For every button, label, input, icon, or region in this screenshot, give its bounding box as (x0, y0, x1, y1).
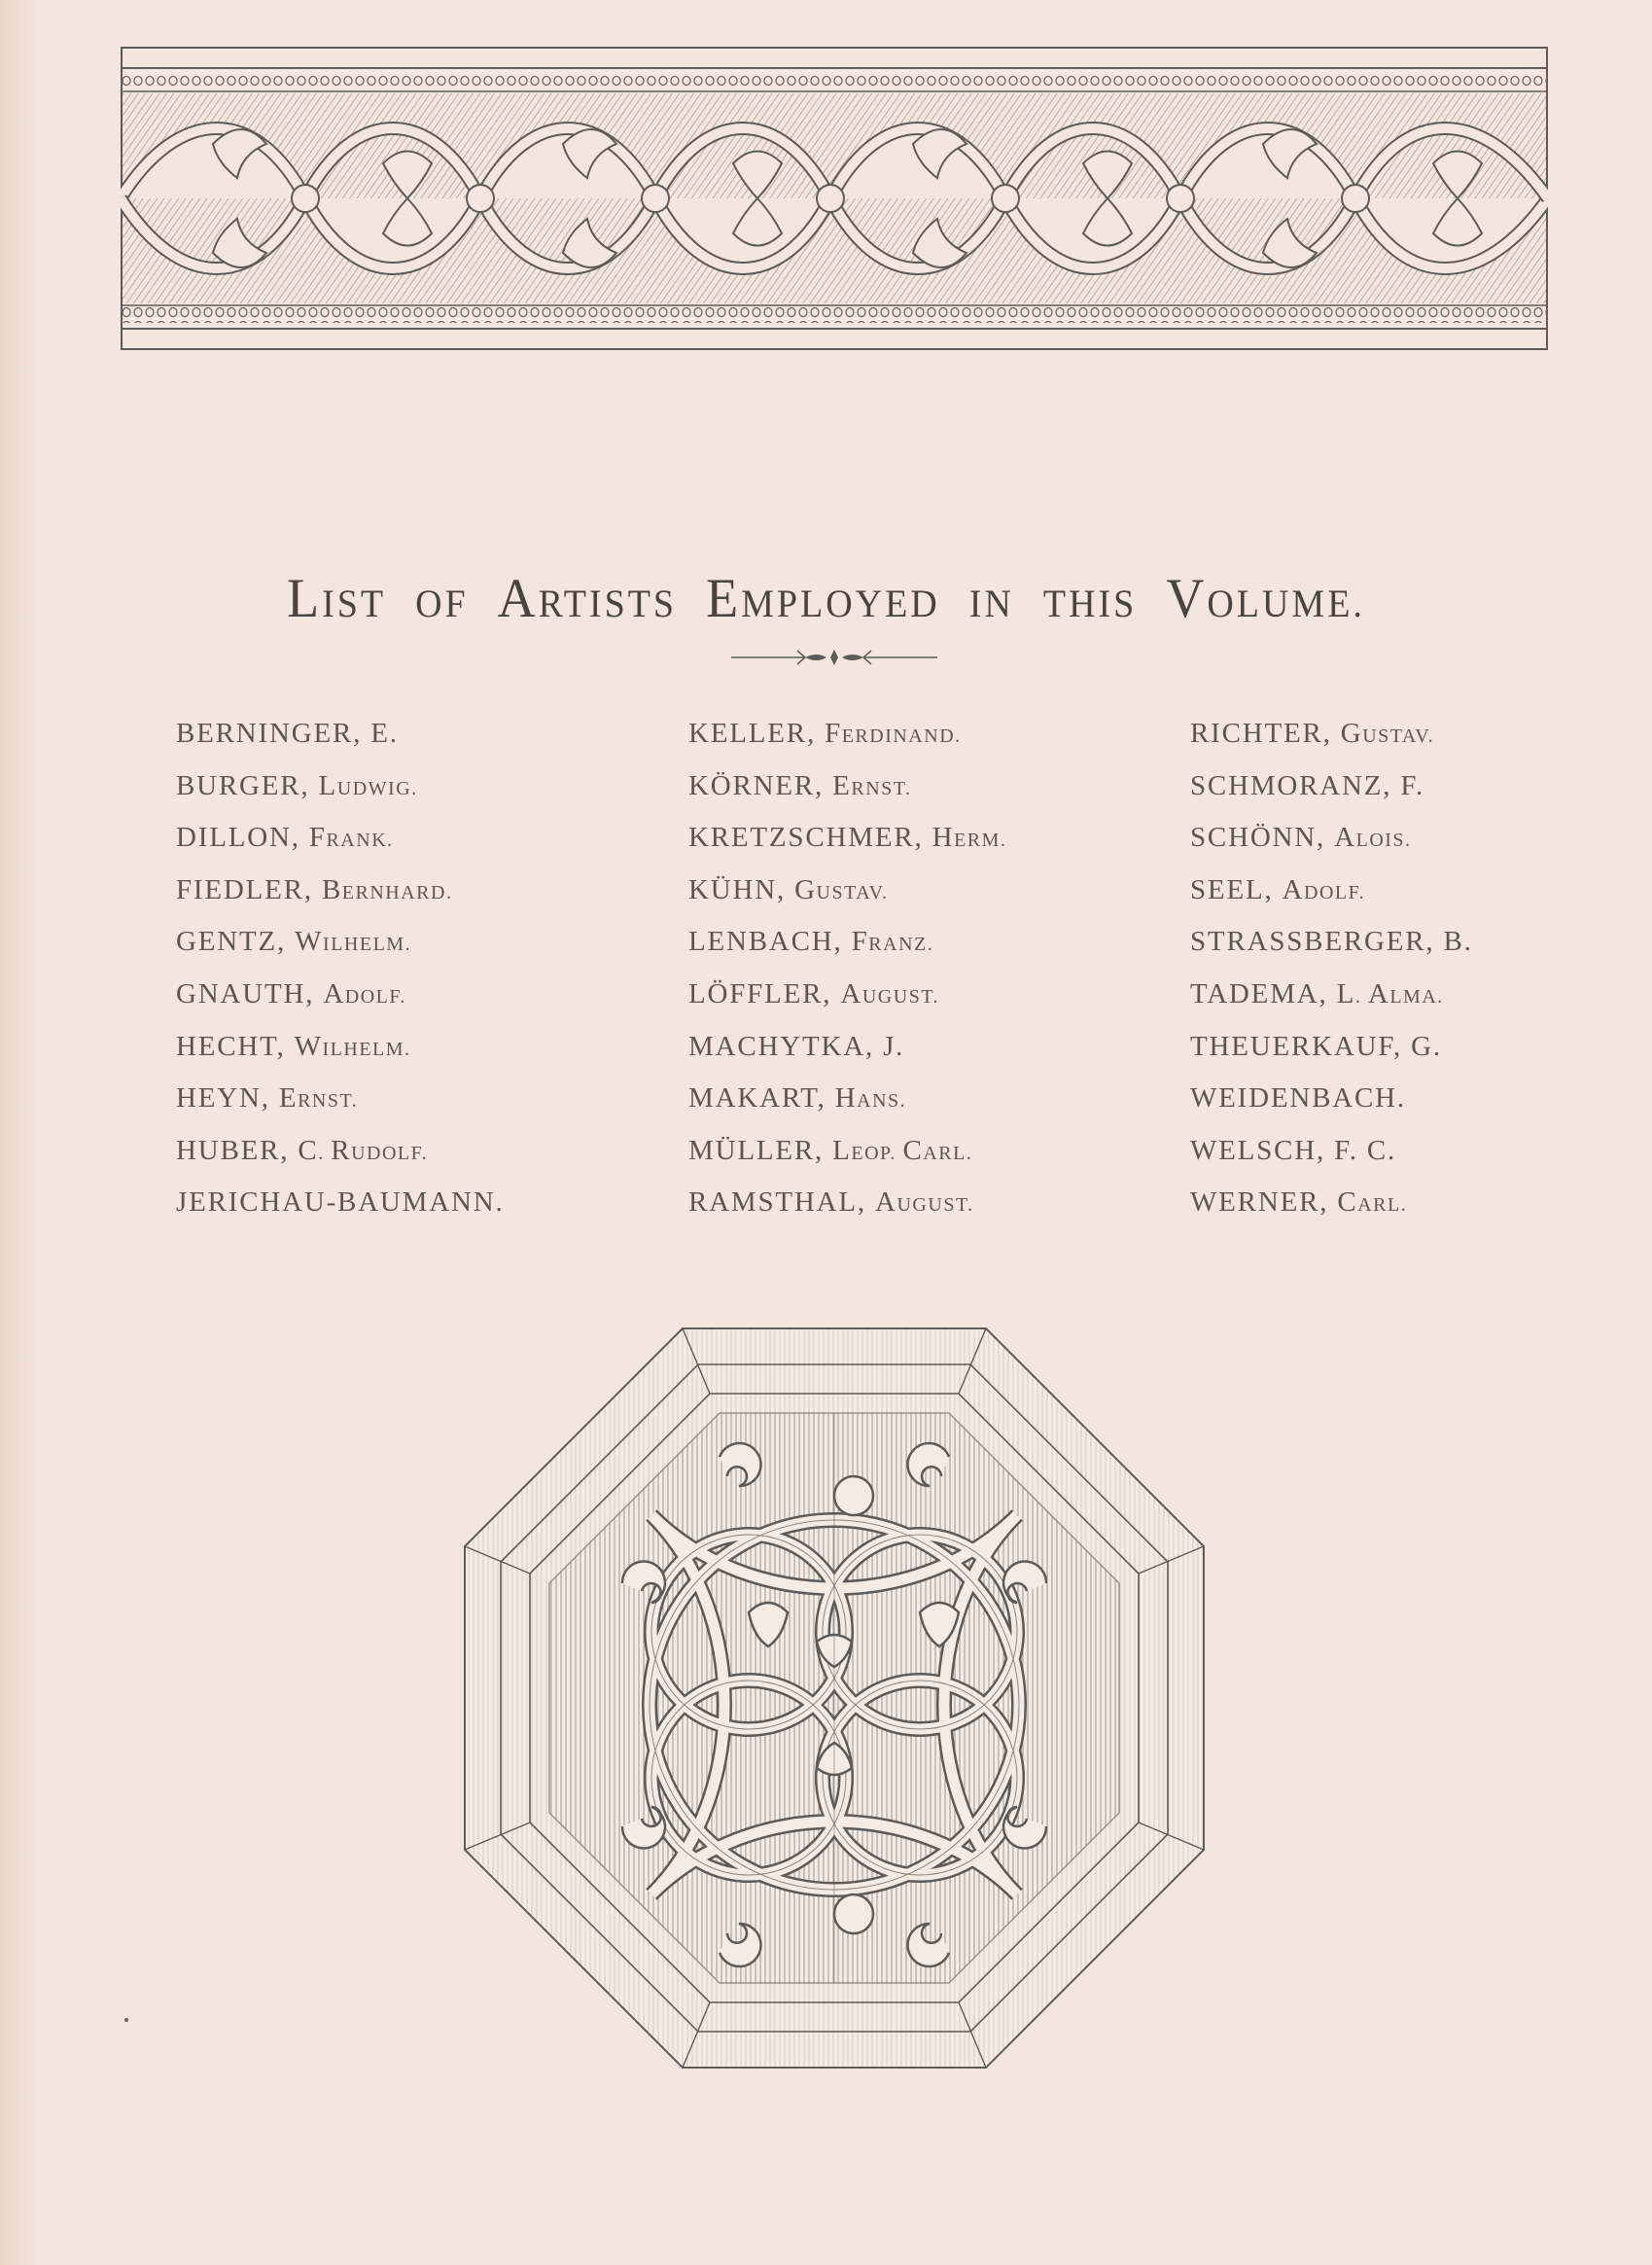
artist-entry (176, 812, 505, 865)
flourish-icon (727, 644, 941, 671)
artist-forename: ADOLF. (323, 977, 406, 1009)
artist-forename: ERNST. (278, 1082, 359, 1115)
artist-entry (688, 708, 1006, 761)
ornamental-frieze-illustration (121, 47, 1548, 350)
artist-surname: GNAUTH, (176, 977, 315, 1009)
artist-surname: HECHT, (176, 1030, 286, 1062)
artist-forename: F. (1400, 769, 1425, 801)
artist-entry (1190, 1021, 1473, 1074)
artist-column-3 (1190, 708, 1473, 1229)
artist-surname: WELSCH, (1190, 1134, 1326, 1166)
artist-forename: GUSTAV. (794, 873, 889, 905)
artist-surname: KELLER, (688, 718, 816, 749)
artist-entry (688, 1073, 1006, 1125)
artist-column-1 (176, 708, 505, 1229)
artist-forename: AUGUST. (840, 977, 940, 1009)
title-word: IN (968, 583, 1014, 626)
artist-forename: FERDINAND. (825, 718, 962, 749)
artist-entry (1190, 865, 1473, 917)
artist-surname: SCHMORANZ, (1190, 769, 1392, 801)
artist-forename: J. (883, 1030, 905, 1062)
artist-surname: STRASSBERGER, (1190, 926, 1435, 958)
artist-entry (688, 916, 1006, 969)
artist-surname: GENTZ, (176, 926, 287, 958)
artist-forename: LUDWIG. (318, 769, 418, 801)
artist-forename: E. (370, 718, 399, 749)
artist-forename: C. RUDOLF. (298, 1134, 429, 1166)
artist-entry (1190, 916, 1473, 969)
artist-entry (176, 1125, 505, 1178)
artist-entry (176, 969, 505, 1021)
artist-surname: LENBACH, (688, 926, 843, 958)
artist-entry (176, 761, 505, 813)
artist-surname: MÜLLER, (688, 1134, 825, 1166)
artist-forename: BERNHARD. (321, 873, 453, 905)
artist-forename: B. (1443, 926, 1473, 958)
artist-forename: L. ALMA. (1336, 977, 1444, 1009)
title-ornament-divider (727, 644, 941, 671)
artist-entry (1190, 708, 1473, 761)
artist-forename: GUSTAV. (1340, 718, 1435, 749)
artist-entry (688, 1177, 1006, 1229)
artist-entry (1190, 761, 1473, 813)
artist-entry (176, 865, 505, 917)
artist-surname: KRETZSCHMER, (688, 822, 924, 854)
artist-surname: WEIDENBACH. (1190, 1082, 1406, 1115)
artist-column-2 (688, 708, 1006, 1229)
artist-entry (1190, 969, 1473, 1021)
artist-forename: G. (1411, 1030, 1442, 1062)
artist-surname: RAMSTHAL, (688, 1186, 866, 1219)
title-word: THIS (1042, 583, 1138, 626)
artist-forename: HANS. (834, 1082, 907, 1115)
artist-forename: ADOLF. (1282, 873, 1366, 905)
artist-surname: LÖFFLER, (688, 977, 832, 1009)
paper-speck (124, 2018, 128, 2022)
artist-surname: BURGER, (176, 769, 310, 801)
artist-surname: KÖRNER, (688, 769, 825, 801)
artist-entry (1190, 1125, 1473, 1178)
artist-surname: HEYN, (176, 1082, 270, 1115)
artist-surname: FIEDLER, (176, 873, 313, 905)
artist-surname: THEUERKAUF, (1190, 1030, 1403, 1062)
artist-surname: SEEL, (1190, 873, 1274, 905)
artist-entry (176, 916, 505, 969)
artist-entry (688, 1125, 1006, 1178)
frieze-engraving-icon (121, 47, 1548, 350)
artist-forename: ALOIS. (1334, 822, 1412, 854)
page-title (0, 567, 1652, 630)
page-edge-shadow (0, 0, 39, 2265)
title-word: EMPLOYED (706, 567, 940, 629)
artist-entry (176, 1073, 505, 1125)
artist-entry (1190, 1073, 1473, 1125)
artist-surname: TADEMA, (1190, 977, 1328, 1009)
artist-entry (176, 1177, 505, 1229)
artist-entry (176, 1021, 505, 1074)
artist-surname: JERICHAU-BAUMANN. (176, 1186, 505, 1219)
artist-forename: F. C. (1334, 1134, 1397, 1166)
artist-surname: SCHÖNN, (1190, 822, 1326, 854)
artist-entry (1190, 812, 1473, 865)
title-word: VOLUME. (1166, 567, 1365, 629)
artist-surname: WERNER, (1190, 1186, 1329, 1219)
artist-forename: WILHELM. (294, 1030, 411, 1062)
artist-forename: HERM. (931, 822, 1007, 854)
artist-entry (688, 865, 1006, 917)
artist-forename: FRANZ. (851, 926, 934, 958)
artist-entry (688, 969, 1006, 1021)
artist-surname: DILLON, (176, 822, 300, 854)
artist-entry (688, 812, 1006, 865)
title-word: ARTISTS (497, 567, 678, 629)
artist-forename: ERNST. (832, 769, 912, 801)
artist-surname: RICHTER, (1190, 718, 1332, 749)
octagon-engraving-icon (457, 1321, 1212, 2075)
artist-surname: HUBER, (176, 1134, 290, 1166)
artist-entry (1190, 1177, 1473, 1229)
artist-forename: FRANK. (308, 822, 394, 854)
artist-surname: MACHYTKA, (688, 1030, 875, 1062)
artist-forename: CARL. (1337, 1186, 1408, 1219)
artist-forename: WILHELM. (295, 926, 412, 958)
artist-forename: LEOP. CARL. (832, 1134, 973, 1166)
artist-entry (176, 708, 505, 761)
artist-forename: AUGUST. (875, 1186, 974, 1219)
title-word: OF (415, 583, 469, 626)
title-word: LIST (287, 567, 387, 629)
artist-entry (688, 761, 1006, 813)
artist-surname: KÜHN, (688, 873, 787, 905)
octagonal-carved-panel-illustration (457, 1321, 1212, 2075)
artist-surname: BERNINGER, (176, 718, 363, 749)
artist-entry (688, 1021, 1006, 1074)
artist-surname: MAKART, (688, 1082, 826, 1115)
